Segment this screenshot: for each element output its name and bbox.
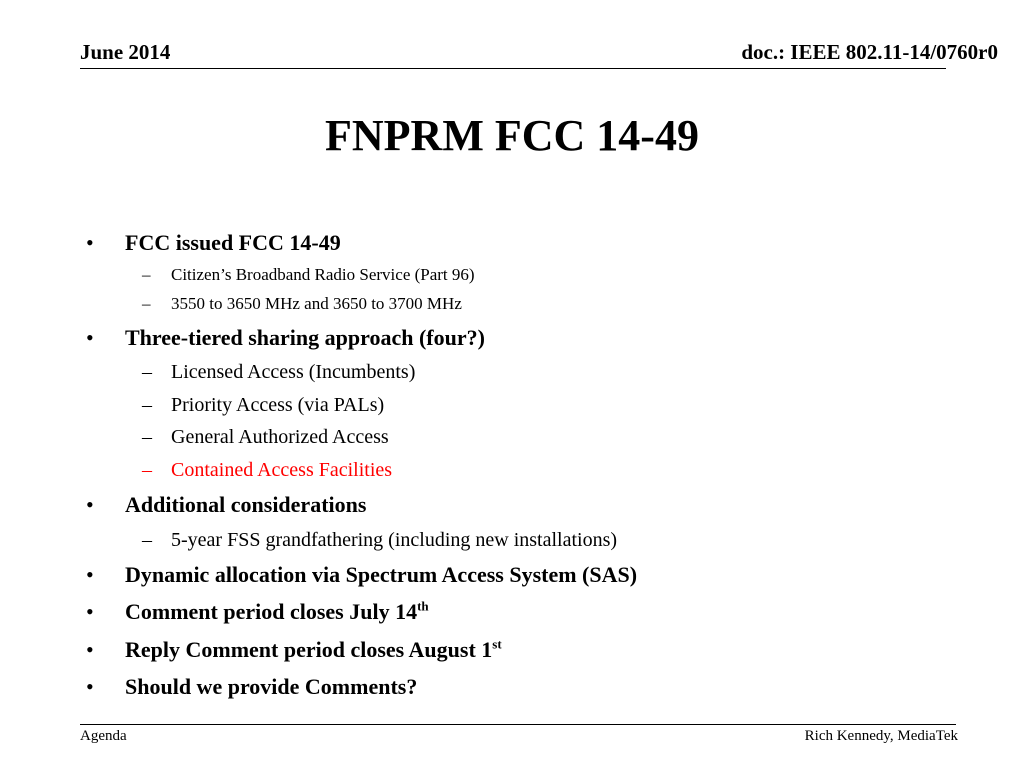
bullet-marker: • — [86, 674, 94, 699]
header-date: June 2014 — [80, 40, 171, 64]
header-doc-id: doc.: IEEE 802.11-14/0760r0 — [741, 40, 998, 64]
bullet-text: Reply Comment period closes August 1 — [125, 637, 493, 662]
footer-left-label: Agenda — [80, 728, 127, 744]
sub-item-text: Citizen’s Broadband Radio Service (Part 96) — [171, 265, 475, 284]
bullet-marker: • — [86, 325, 94, 350]
footer-divider — [80, 724, 956, 725]
sub-item-text: General Authorized Access — [171, 426, 389, 448]
dash-marker: – — [142, 294, 151, 313]
dash-marker: – — [142, 361, 152, 383]
dash-marker: – — [142, 426, 152, 448]
dash-marker: – — [142, 394, 152, 416]
bullet-text: Dynamic allocation via Spectrum Access System (SAS) — [125, 562, 638, 587]
sub-item-text: Contained Access Facilities — [171, 459, 393, 481]
ordinal-suffix: st — [492, 636, 502, 652]
ordinal-suffix: th — [417, 598, 429, 614]
bullet-marker: • — [86, 492, 94, 517]
sub-item-text: Licensed Access (Incumbents) — [171, 361, 416, 383]
bullet-marker: • — [86, 637, 94, 662]
bullet-text-with-sup — [125, 599, 429, 625]
bullet-text: Additional considerations — [125, 492, 367, 517]
bullet-text: Three-tiered sharing approach (four?) — [125, 325, 485, 350]
footer-author: Rich Kennedy, MediaTek — [804, 728, 958, 744]
sub-item-text: Priority Access (via PALs) — [171, 394, 385, 416]
bullet-text: Should we provide Comments? — [125, 674, 418, 699]
sub-item-text: 3550 to 3650 MHz and 3650 to 3700 MHz — [171, 294, 462, 313]
bullet-marker: • — [86, 230, 94, 255]
dash-marker: – — [142, 265, 151, 284]
dash-marker: – — [142, 459, 152, 481]
bullet-text: Comment period closes July 14 — [125, 599, 418, 624]
bullet-marker: • — [86, 562, 94, 587]
bullet-text-with-sup — [125, 637, 502, 663]
slide-title: FNPRM FCC 14-49 — [325, 111, 699, 160]
dash-marker: – — [142, 529, 152, 551]
bullet-text: FCC issued FCC 14-49 — [125, 230, 341, 255]
bullet-marker: • — [86, 599, 94, 624]
sub-item-text: 5-year FSS grandfathering (including new installations) — [171, 529, 618, 551]
